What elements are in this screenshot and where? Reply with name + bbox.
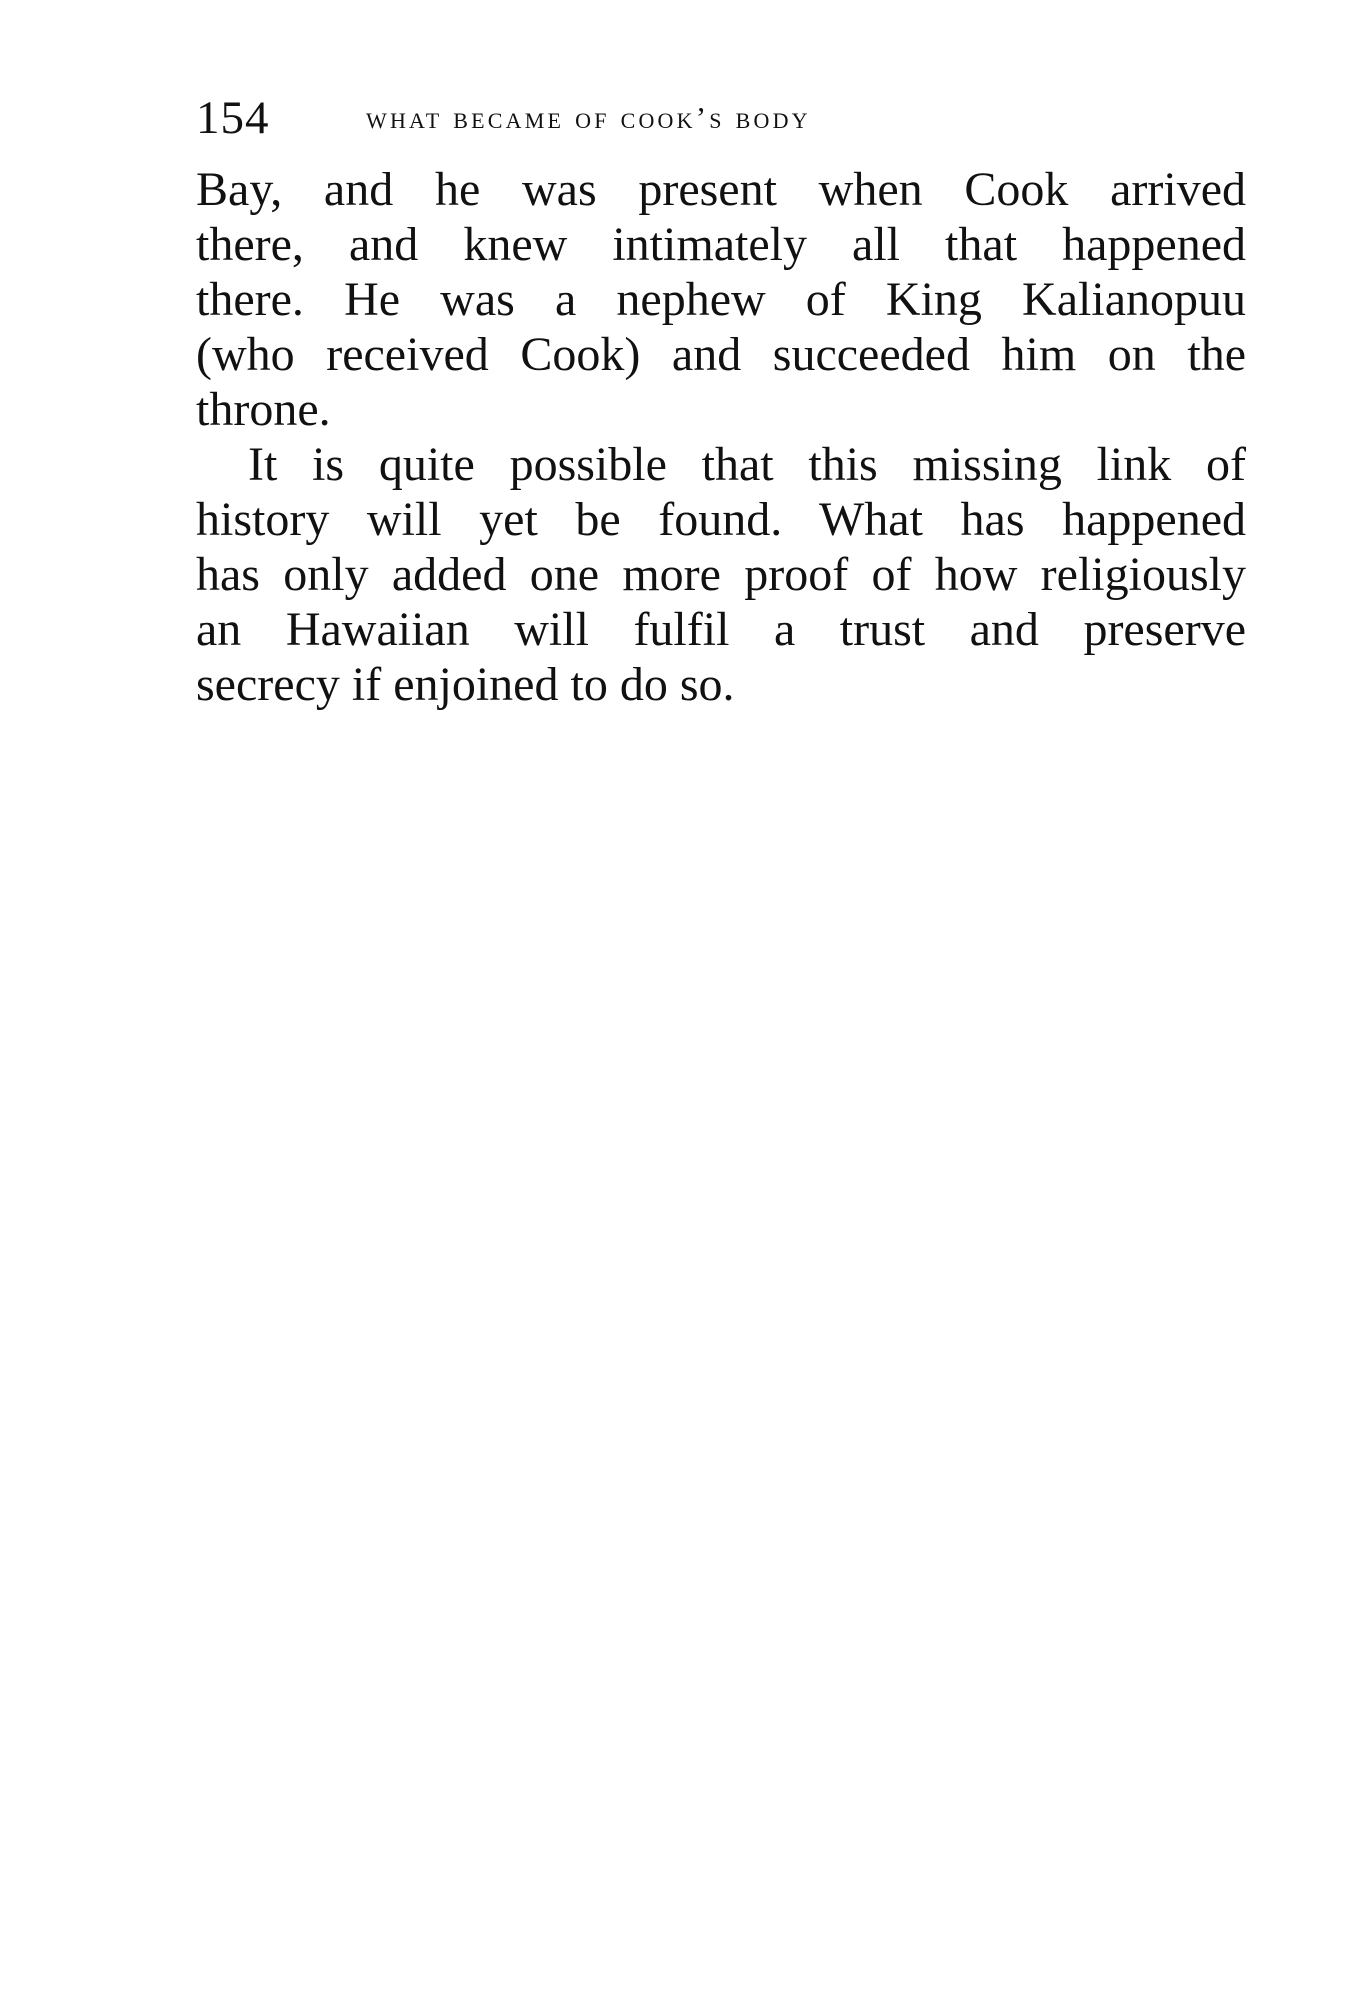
running-head (196, 88, 1236, 148)
text-line: Bay, and he was present when Cook arrived (196, 163, 1246, 216)
paragraph-continuation (196, 162, 1246, 437)
running-title: what became of cook’s body (366, 100, 811, 135)
text-line: (who received Cook) and succeeded him on the (196, 328, 1246, 381)
text-line: an Hawaiian will fulfil a trust and preserve (196, 603, 1246, 656)
text-line: secrecy if enjoined to do so. (196, 658, 735, 711)
page-number: 154 (196, 92, 270, 144)
text-line: throne. (196, 383, 331, 436)
text-line: history will yet be found. What has happened (196, 493, 1246, 546)
body-text (196, 162, 1246, 712)
paragraph (196, 437, 1246, 712)
text-line: has only added one more proof of how religiously (196, 548, 1246, 601)
text-line: there, and knew intimately all that happened (196, 218, 1246, 271)
text-line: there. He was a nephew of King Kalianopuu (196, 273, 1246, 326)
text-line: It is quite possible that this missing link of (248, 438, 1246, 491)
